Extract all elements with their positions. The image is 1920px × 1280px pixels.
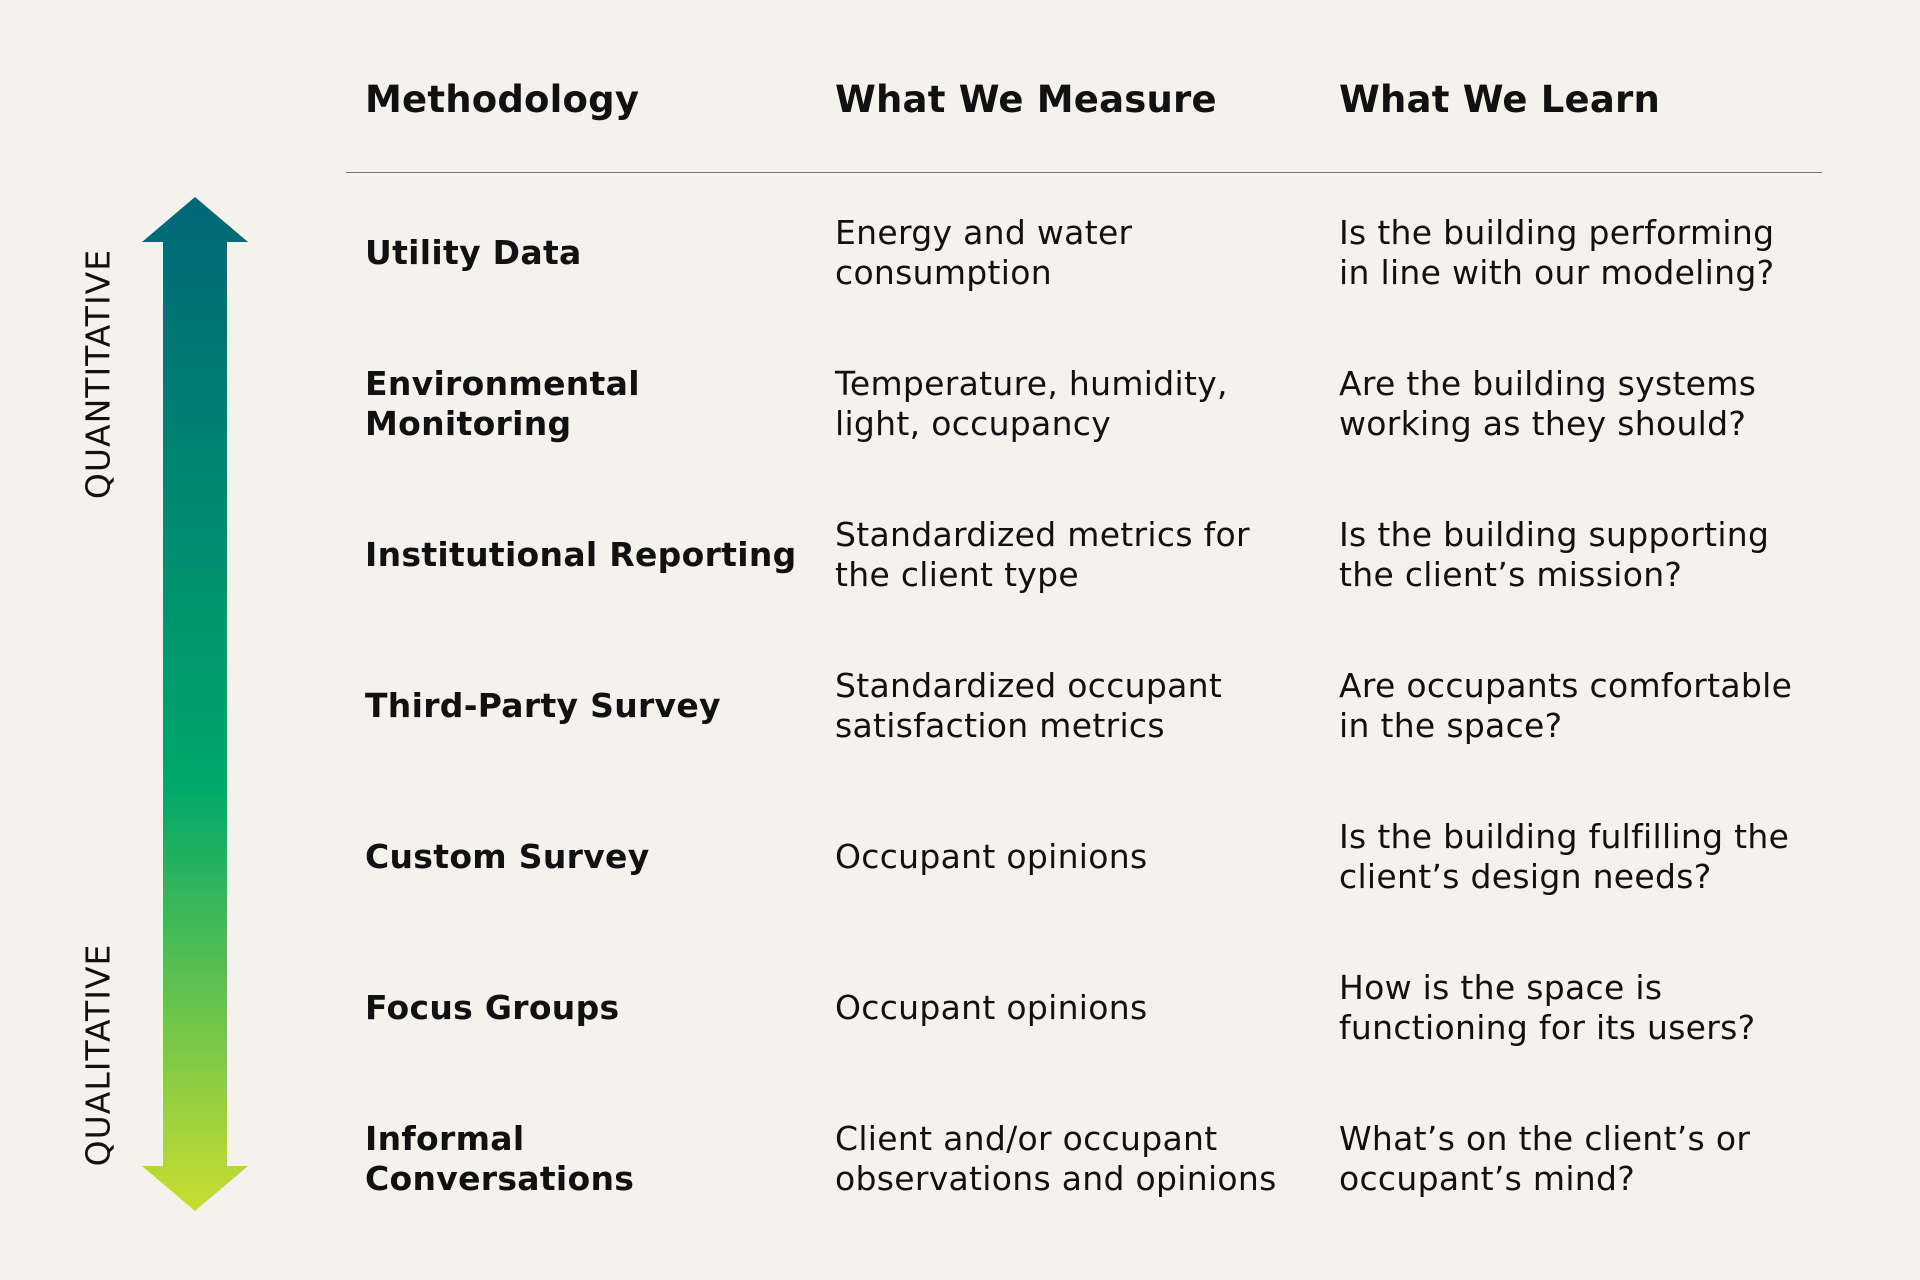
learn-cell-line: How is the space is bbox=[1339, 968, 1663, 1007]
qualitative-label: QUALITATIVE bbox=[78, 943, 118, 1167]
measure-cell bbox=[835, 178, 1305, 328]
measure-cell-line: satisfaction metrics bbox=[835, 706, 1165, 745]
learn-cell-line: the client’s mission? bbox=[1339, 555, 1683, 594]
measure-cell bbox=[835, 329, 1305, 479]
methodology-cell bbox=[365, 933, 805, 1083]
measure-cell-line: light, occupancy bbox=[835, 404, 1112, 443]
learn-cell-line: in line with our modeling? bbox=[1339, 253, 1775, 292]
learn-cell bbox=[1339, 933, 1819, 1083]
methodology-cell bbox=[365, 782, 805, 932]
methodology-cell bbox=[365, 329, 805, 479]
measure-cell-line: Client and/or occupant bbox=[835, 1119, 1218, 1158]
learn-cell-line: occupant’s mind? bbox=[1339, 1159, 1636, 1198]
header-what-we-measure: What We Measure bbox=[835, 78, 1217, 121]
table-row bbox=[0, 631, 1920, 781]
learn-cell bbox=[1339, 782, 1819, 932]
learn-cell bbox=[1339, 480, 1819, 630]
measure-cell-line: Occupant opinions bbox=[835, 837, 1148, 876]
table-row bbox=[0, 1084, 1920, 1234]
methodology-cell bbox=[365, 178, 805, 328]
measure-cell-line: Energy and water bbox=[835, 213, 1133, 252]
learn-cell bbox=[1339, 631, 1819, 781]
measure-cell-line: consumption bbox=[835, 253, 1052, 292]
measure-cell-line: observations and opinions bbox=[835, 1159, 1277, 1198]
learn-cell-line: What’s on the client’s or bbox=[1339, 1119, 1751, 1158]
measure-cell bbox=[835, 782, 1305, 932]
measure-cell bbox=[835, 631, 1305, 781]
table-row bbox=[0, 933, 1920, 1083]
learn-cell-line: in the space? bbox=[1339, 706, 1563, 745]
table-row bbox=[0, 782, 1920, 932]
quantitative-label: QUANTITATIVE bbox=[78, 248, 118, 500]
learn-cell-line: client’s design needs? bbox=[1339, 857, 1712, 896]
measure-cell-line: the client type bbox=[835, 555, 1079, 594]
methodology-cell-line: Informal Conversations bbox=[365, 1119, 635, 1198]
measure-cell-line: Standardized metrics for bbox=[835, 515, 1250, 554]
methodology-cell bbox=[365, 631, 805, 781]
learn-cell-line: Are occupants comfortable bbox=[1339, 666, 1793, 705]
methodology-cell bbox=[365, 1084, 805, 1234]
measure-cell-line: Occupant opinions bbox=[835, 988, 1148, 1027]
learn-cell-line: Are the building systems bbox=[1339, 364, 1757, 403]
measure-cell-line: Standardized occupant bbox=[835, 666, 1223, 705]
learn-cell bbox=[1339, 329, 1819, 479]
methodology-cell-line: Custom Survey bbox=[365, 837, 650, 876]
table-row bbox=[0, 178, 1920, 328]
learn-cell-line: working as they should? bbox=[1339, 404, 1747, 443]
methodology-cell-line: Institutional Reporting bbox=[365, 535, 797, 574]
table-row bbox=[0, 480, 1920, 630]
methodology-cell-line: Third-Party Survey bbox=[365, 686, 721, 725]
table-row bbox=[0, 329, 1920, 479]
header-methodology: Methodology bbox=[365, 78, 640, 121]
learn-cell-line: Is the building fulfilling the bbox=[1339, 817, 1790, 856]
measure-cell bbox=[835, 480, 1305, 630]
learn-cell bbox=[1339, 1084, 1819, 1234]
learn-cell bbox=[1339, 178, 1819, 328]
learn-cell-line: Is the building supporting bbox=[1339, 515, 1770, 554]
learn-cell-line: Is the building performing bbox=[1339, 213, 1775, 252]
header-what-we-learn: What We Learn bbox=[1339, 78, 1660, 121]
methodology-cell-line: Environmental bbox=[365, 364, 640, 403]
methodology-cell-line: Utility Data bbox=[365, 233, 582, 272]
methodology-cell-line: Monitoring bbox=[365, 404, 572, 443]
methodology-cell-line: Focus Groups bbox=[365, 988, 620, 1027]
header-divider bbox=[346, 172, 1822, 173]
methodology-cell bbox=[365, 480, 805, 630]
measure-cell bbox=[835, 1084, 1305, 1234]
learn-cell-line: functioning for its users? bbox=[1339, 1008, 1756, 1047]
measure-cell bbox=[835, 933, 1305, 1083]
measure-cell-line: Temperature, humidity, bbox=[835, 364, 1228, 403]
